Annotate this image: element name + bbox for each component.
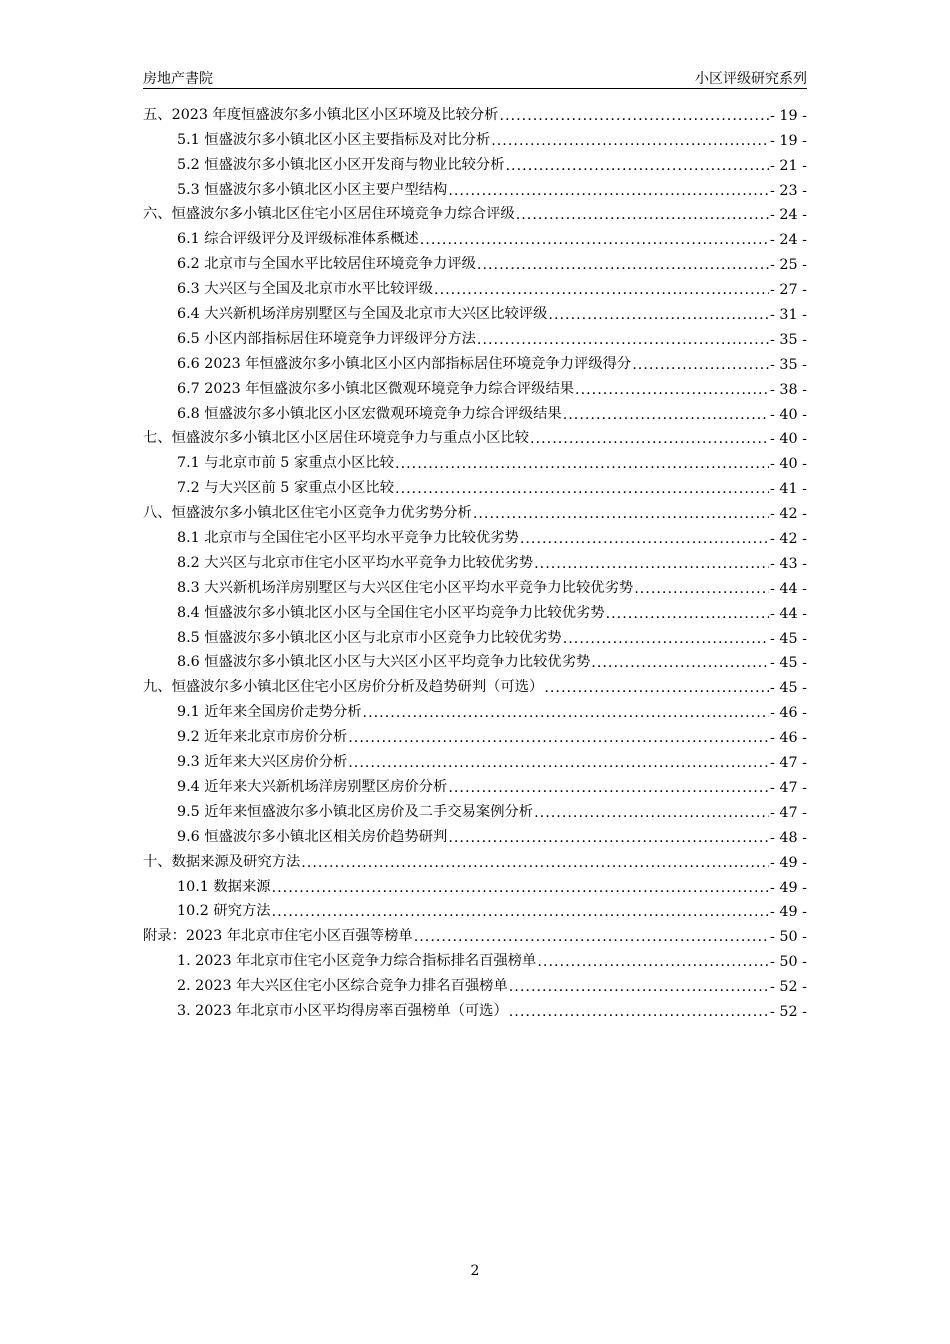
toc-entry-title: 7.2 与大兴区前 5 家重点小区比较 — [177, 480, 395, 497]
toc-entry-title: 5.2 恒盛波尔多小镇北区小区开发商与物业比较分析 — [177, 156, 505, 173]
toc-subsection-entry[interactable] — [143, 124, 807, 149]
toc-subsection-entry[interactable] — [143, 348, 807, 373]
header-series-title: 小区评级研究系列 — [695, 71, 807, 87]
toc-leader-dots — [348, 755, 769, 771]
toc-leader-dots — [420, 232, 769, 248]
toc-leader-dots — [563, 407, 769, 423]
toc-entry-page: - 47 - — [770, 804, 807, 821]
toc-leader-dots — [477, 257, 769, 273]
toc-leader-dots — [534, 556, 769, 572]
toc-subsection-entry[interactable] — [143, 273, 807, 298]
toc-entry-title: 6.6 2023 年恒盛波尔多小镇北区小区内部指标居住环境竞争力评级得分 — [177, 355, 632, 372]
toc-entry-title: 3. 2023 年北京市小区平均得房率百强榜单（可选） — [177, 1002, 508, 1019]
toc-entry-title: 10.1 数据来源 — [177, 878, 271, 895]
toc-leader-dots — [448, 780, 769, 796]
toc-entry-title: 9.5 近年来恒盛波尔多小镇北区房价及二手交易案例分析 — [177, 803, 534, 820]
toc-entry-title: 8.5 恒盛波尔多小镇北区小区与北京市小区竞争力比较优劣势 — [177, 629, 562, 646]
header-publisher: 房地产書院 — [143, 71, 213, 87]
toc-entry-title: 9.2 近年来北京市房价分析 — [177, 729, 348, 746]
toc-entry-title: 8.1 北京市与全国住宅小区平均水平竞争力比较优劣势 — [177, 530, 519, 547]
toc-entry-page: - 42 - — [770, 506, 807, 523]
toc-leader-dots — [473, 506, 769, 522]
toc-subsection-entry[interactable] — [143, 995, 807, 1020]
toc-leader-dots — [395, 481, 769, 497]
toc-subsection-entry[interactable] — [143, 149, 807, 174]
toc-subsection-entry[interactable] — [143, 871, 807, 896]
toc-leader-dots — [434, 282, 769, 298]
toc-entry-page: - 45 - — [770, 680, 807, 697]
toc-entry-page: - 44 - — [770, 605, 807, 622]
toc-leader-dots — [272, 904, 769, 920]
toc-subsection-entry[interactable] — [143, 323, 807, 348]
toc-subsection-entry[interactable] — [143, 547, 807, 572]
toc-leader-dots — [537, 954, 769, 970]
toc-entry-title: 5.3 恒盛波尔多小镇北区小区主要户型结构 — [177, 181, 448, 198]
toc-entry-page: - 35 - — [770, 356, 807, 373]
toc-subsection-entry[interactable] — [143, 821, 807, 846]
toc-subsection-entry[interactable] — [143, 373, 807, 398]
toc-leader-dots — [516, 207, 769, 223]
table-of-contents — [143, 99, 807, 1020]
toc-entry-page: - 40 - — [770, 406, 807, 423]
toc-entry-page: - 25 - — [770, 257, 807, 274]
toc-leader-dots — [448, 830, 769, 846]
toc-subsection-entry[interactable] — [143, 248, 807, 273]
toc-section-entry[interactable] — [143, 199, 807, 224]
toc-entry-page: - 52 - — [770, 979, 807, 996]
toc-entry-page: - 19 - — [770, 132, 807, 149]
toc-entry-page: - 42 - — [770, 531, 807, 548]
page-number: 2 — [470, 1263, 480, 1279]
toc-entry-title: 5.1 恒盛波尔多小镇北区小区主要指标及对比分析 — [177, 131, 491, 148]
toc-entry-page: - 45 - — [770, 630, 807, 647]
toc-leader-dots — [632, 357, 769, 373]
toc-entry-page: - 31 - — [770, 307, 807, 324]
toc-section-entry[interactable] — [143, 920, 807, 945]
toc-leader-dots — [272, 880, 769, 896]
toc-entry-title: 附录：2023 年北京市住宅小区百强等榜单 — [143, 928, 413, 945]
toc-entry-title: 六、恒盛波尔多小镇北区住宅小区居住环境竞争力综合评级 — [143, 206, 515, 223]
toc-subsection-entry[interactable] — [143, 174, 807, 199]
toc-section-entry[interactable] — [143, 423, 807, 448]
toc-entry-page: - 46 - — [770, 730, 807, 747]
toc-entry-title: 1. 2023 年北京市住宅小区竞争力综合指标排名百强榜单 — [177, 953, 537, 970]
toc-entry-page: - 43 - — [770, 555, 807, 572]
toc-leader-dots — [506, 158, 770, 174]
toc-subsection-entry[interactable] — [143, 945, 807, 970]
toc-subsection-entry[interactable] — [143, 796, 807, 821]
toc-leader-dots — [448, 183, 769, 199]
toc-entry-title: 6.3 大兴区与全国及北京市水平比较评级 — [177, 281, 434, 298]
toc-subsection-entry[interactable] — [143, 647, 807, 672]
toc-leader-dots — [544, 680, 769, 696]
toc-entry-page: - 35 - — [770, 331, 807, 348]
toc-entry-title: 8.2 大兴区与北京市住宅小区平均水平竞争力比较优劣势 — [177, 554, 534, 571]
toc-entry-title: 八、恒盛波尔多小镇北区住宅小区竞争力优劣势分析 — [143, 505, 472, 522]
toc-subsection-entry[interactable] — [143, 721, 807, 746]
toc-leader-dots — [499, 108, 769, 124]
toc-entry-page: - 38 - — [770, 381, 807, 398]
toc-section-entry[interactable] — [143, 99, 807, 124]
toc-entry-title: 9.6 恒盛波尔多小镇北区相关房价趋势研判 — [177, 828, 448, 845]
toc-subsection-entry[interactable] — [143, 522, 807, 547]
toc-subsection-entry[interactable] — [143, 298, 807, 323]
toc-entry-title: 2. 2023 年大兴区住宅小区综合竞争力排名百强榜单 — [177, 978, 508, 995]
toc-entry-page: - 19 - — [770, 107, 807, 124]
toc-entry-title: 6.2 北京市与全国水平比较居住环境竞争力评级 — [177, 256, 476, 273]
toc-leader-dots — [491, 133, 769, 149]
toc-leader-dots — [591, 655, 769, 671]
toc-entry-page: - 46 - — [770, 705, 807, 722]
toc-subsection-entry[interactable] — [143, 896, 807, 921]
toc-entry-title: 9.4 近年来大兴新机场洋房别墅区房价分析 — [177, 778, 448, 795]
toc-subsection-entry[interactable] — [143, 447, 807, 472]
toc-leader-dots — [301, 855, 769, 871]
toc-leader-dots — [363, 705, 770, 721]
toc-leader-dots — [563, 631, 769, 647]
toc-entry-page: - 47 - — [770, 779, 807, 796]
toc-section-entry[interactable] — [143, 497, 807, 522]
toc-subsection-entry[interactable] — [143, 970, 807, 995]
toc-subsection-entry[interactable] — [143, 597, 807, 622]
toc-entry-title: 6.4 大兴新机场洋房别墅区与全国及北京市大兴区比较评级 — [177, 306, 548, 323]
toc-entry-page: - 40 - — [770, 431, 807, 448]
toc-entry-page: - 23 - — [770, 182, 807, 199]
toc-entry-page: - 44 - — [770, 580, 807, 597]
toc-leader-dots — [520, 531, 769, 547]
toc-subsection-entry[interactable] — [143, 223, 807, 248]
toc-leader-dots — [414, 929, 769, 945]
toc-entry-page: - 24 - — [770, 207, 807, 224]
toc-leader-dots — [534, 805, 769, 821]
toc-leader-dots — [530, 431, 769, 447]
toc-entry-page: - 45 - — [770, 655, 807, 672]
toc-subsection-entry[interactable] — [143, 472, 807, 497]
toc-entry-page: - 49 - — [770, 904, 807, 921]
toc-entry-title: 6.5 小区内部指标居住环境竞争力评级评分方法 — [177, 330, 476, 347]
toc-entry-title: 6.8 恒盛波尔多小镇北区小区宏微观环境竞争力综合评级结果 — [177, 405, 562, 422]
toc-entry-page: - 47 - — [770, 755, 807, 772]
toc-entry-page: - 40 - — [770, 456, 807, 473]
toc-subsection-entry[interactable] — [143, 572, 807, 597]
toc-entry-page: - 41 - — [770, 481, 807, 498]
toc-entry-title: 七、恒盛波尔多小镇北区小区居住环境竞争力与重点小区比较 — [143, 430, 530, 447]
toc-subsection-entry[interactable] — [143, 398, 807, 423]
toc-entry-page: - 52 - — [770, 1003, 807, 1020]
toc-leader-dots — [395, 456, 769, 472]
toc-leader-dots — [634, 581, 769, 597]
toc-entry-title: 8.4 恒盛波尔多小镇北区小区与全国住宅小区平均竞争力比较优劣势 — [177, 604, 605, 621]
toc-subsection-entry[interactable] — [143, 771, 807, 796]
toc-entry-page: - 27 - — [770, 282, 807, 299]
toc-entry-title: 10.2 研究方法 — [177, 903, 271, 920]
toc-entry-title: 十、数据来源及研究方法 — [143, 853, 301, 870]
toc-entry-title: 9.1 近年来全国房价走势分析 — [177, 704, 362, 721]
toc-entry-title: 7.1 与北京市前 5 家重点小区比较 — [177, 455, 395, 472]
toc-entry-page: - 21 - — [770, 157, 807, 174]
toc-subsection-entry[interactable] — [143, 696, 807, 721]
toc-entry-page: - 24 - — [770, 232, 807, 249]
toc-section-entry[interactable] — [143, 671, 807, 696]
toc-subsection-entry[interactable] — [143, 622, 807, 647]
toc-leader-dots — [548, 307, 769, 323]
toc-entry-title: 九、恒盛波尔多小镇北区住宅小区房价分析及趋势研判（可选） — [143, 679, 544, 696]
toc-entry-page: - 50 - — [770, 954, 807, 971]
toc-entry-title: 6.7 2023 年恒盛波尔多小镇北区微观环境竞争力综合评级结果 — [177, 380, 575, 397]
toc-leader-dots — [575, 382, 769, 398]
toc-entry-page: - 50 - — [770, 929, 807, 946]
toc-entry-page: - 48 - — [770, 829, 807, 846]
toc-entry-title: 8.3 大兴新机场洋房别墅区与大兴区住宅小区平均水平竞争力比较优劣势 — [177, 579, 634, 596]
toc-entry-title: 8.6 恒盛波尔多小镇北区小区与大兴区小区平均竞争力比较优劣势 — [177, 654, 591, 671]
toc-entry-title: 6.1 综合评级评分及评级标准体系概述 — [177, 231, 419, 248]
toc-leader-dots — [606, 606, 769, 622]
toc-leader-dots — [509, 979, 769, 995]
page-header — [143, 66, 807, 89]
toc-subsection-entry[interactable] — [143, 746, 807, 771]
toc-leader-dots — [348, 730, 769, 746]
toc-leader-dots — [477, 332, 769, 348]
toc-entry-title: 9.3 近年来大兴区房价分析 — [177, 754, 348, 771]
toc-entry-title: 五、2023 年度恒盛波尔多小镇北区小区环境及比较分析 — [143, 106, 499, 123]
toc-entry-page: - 49 - — [770, 854, 807, 871]
toc-section-entry[interactable] — [143, 846, 807, 871]
toc-entry-page: - 49 - — [770, 879, 807, 896]
toc-leader-dots — [509, 1004, 769, 1020]
